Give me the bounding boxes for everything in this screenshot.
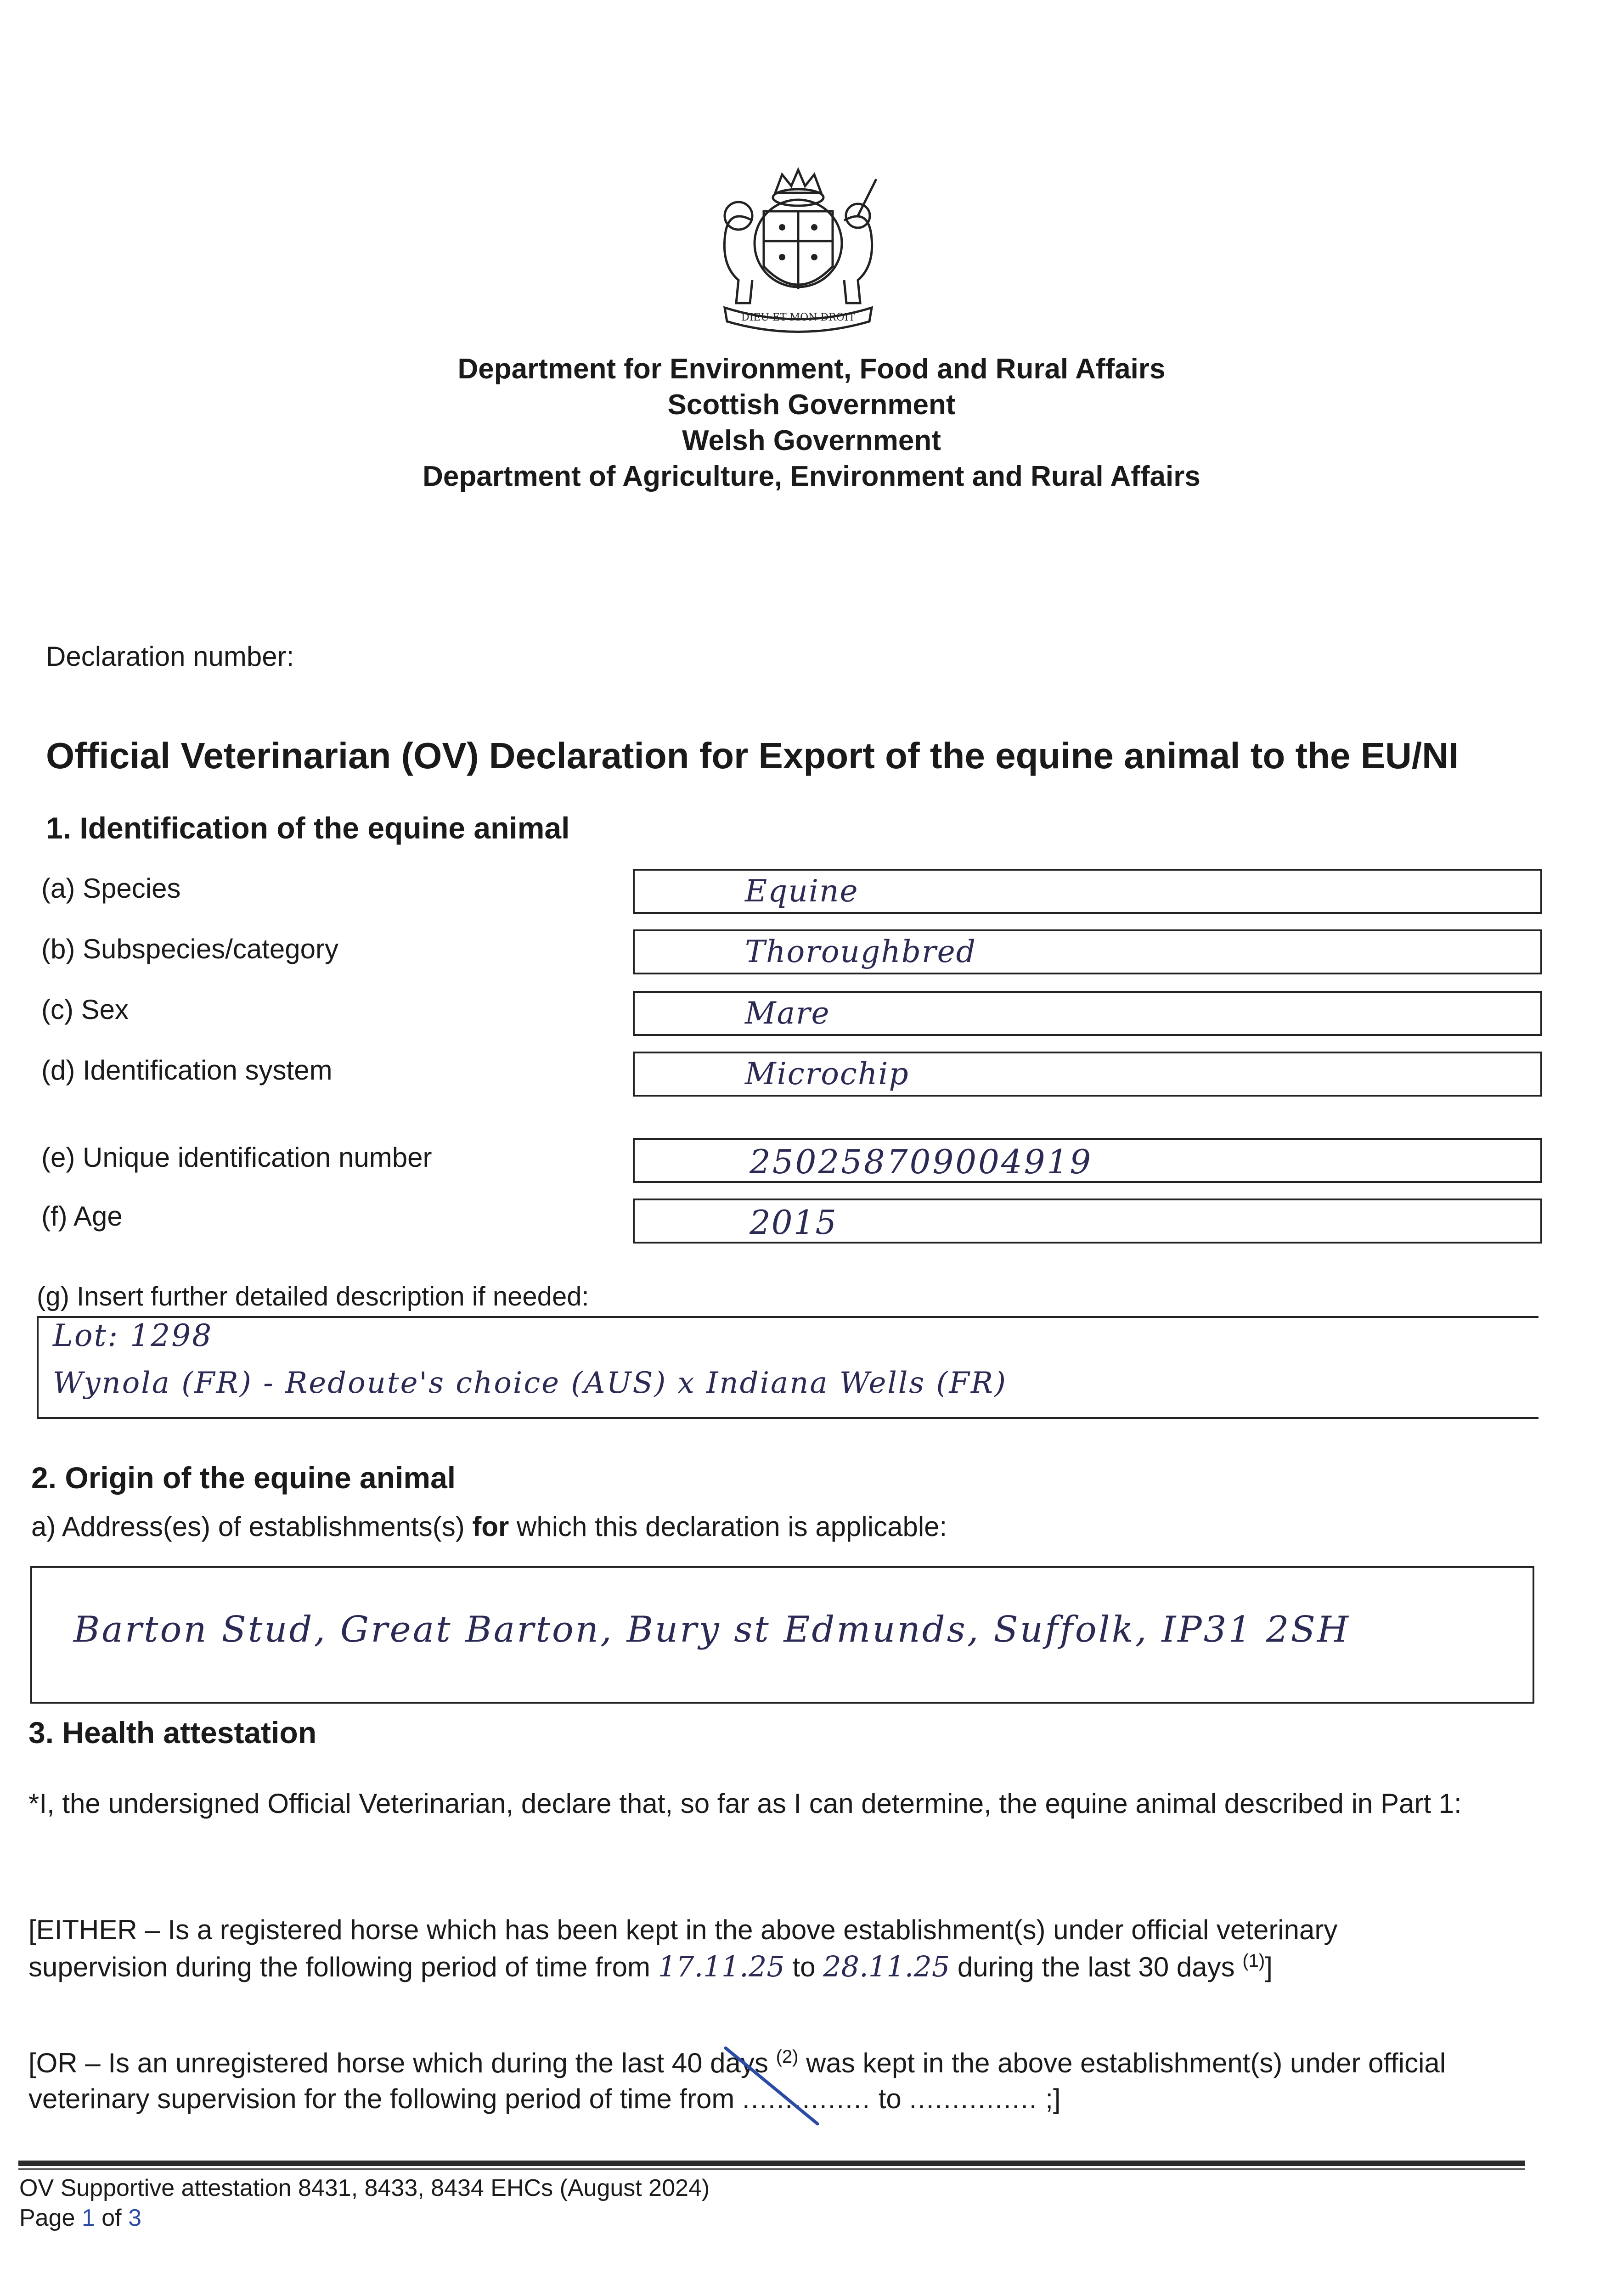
unique-id-value: 250258709004919	[750, 1142, 1093, 1181]
footer-reference: OV Supportive attestation 8431, 8433, 8434 EHCs (August 2024)	[19, 2175, 710, 2201]
species-value: Equine	[745, 873, 859, 909]
identification-system-value: Microchip	[745, 1056, 909, 1092]
page-of-label: of	[95, 2205, 129, 2231]
header-dept-3: Welsh Government	[682, 425, 941, 456]
sex-label: (c) Sex	[41, 994, 129, 1025]
either-clause-line2	[28, 1949, 1273, 1985]
or-clause-line2	[28, 2082, 1061, 2116]
subspecies-value: Thoroughbred	[745, 934, 976, 969]
further-description-label: (g) Insert further detailed description if needed:	[37, 1282, 589, 1311]
page-number: 1	[81, 2205, 95, 2231]
strike-through-mark	[716, 2039, 827, 2131]
declaration-number-label: Declaration number:	[46, 641, 294, 672]
footer-rule-thin	[18, 2168, 1525, 2170]
either-clause-line1: [EITHER – Is a registered horse which has been kept in the above establishment(s) under official veterinary	[28, 1914, 1338, 1945]
either-clause-text: supervision during the following period of time from	[28, 1952, 658, 1982]
lot-number-value: Lot: 1298	[53, 1318, 213, 1353]
footer-rule	[18, 2161, 1525, 2166]
address-label-part2: which this declaration is applicable:	[509, 1511, 947, 1542]
either-to-label: to	[784, 1952, 823, 1982]
sex-value: Mare	[745, 996, 830, 1031]
footnote-1-ref: (1)	[1242, 1951, 1265, 1971]
identification-system-field[interactable]	[633, 1052, 1542, 1097]
subspecies-field[interactable]	[633, 929, 1542, 974]
header-dept-2: Scottish Government	[667, 389, 956, 421]
either-close-bracket: ]	[1265, 1952, 1273, 1982]
page-total: 3	[128, 2205, 141, 2231]
page-title: Official Veterinarian (OV) Declaration for Export of the equine animal to the EU/NI	[46, 735, 1459, 776]
footnote-2-ref: (2)	[776, 2047, 799, 2067]
age-field[interactable]	[633, 1199, 1542, 1244]
establishment-address-label	[31, 1511, 947, 1542]
either-period-text: during the last 30 days	[950, 1952, 1243, 1982]
header-dept-4: Department of Agriculture, Environment and Rural Affairs	[423, 461, 1200, 492]
either-to-date: 28.11.25	[823, 1950, 950, 1983]
section2-title: 2. Origin of the equine animal	[31, 1461, 456, 1495]
or-clause-text-2: was kept in the above establishment(s) under official	[798, 2048, 1446, 2078]
unique-id-label: (e) Unique identification number	[41, 1142, 432, 1173]
address-label-bold: for	[472, 1511, 509, 1542]
or-to-blank: ...............	[909, 2083, 1038, 2114]
pedigree-value: Wynola (FR) - Redoute's choice (AUS) x Indiana Wells (FR)	[53, 1366, 1007, 1400]
header-dept-1: Department for Environment, Food and Rural Affairs	[457, 353, 1166, 385]
section1-title: 1. Identification of the equine animal	[46, 811, 570, 845]
subspecies-label: (b) Subspecies/category	[41, 934, 338, 964]
species-field[interactable]	[633, 869, 1542, 914]
page-indicator	[19, 2204, 141, 2232]
royal-coat-of-arms-logo	[683, 165, 913, 340]
establishment-address-value: Barton Stud, Great Barton, Bury st Edmunds, Suffolk, IP31 2SH	[73, 1609, 1350, 1650]
age-label: (f) Age	[41, 1201, 123, 1232]
either-from-date: 17.11.25	[658, 1950, 785, 1983]
health-attestation-intro: *I, the undersigned Official Veterinarian, declare that, so far as I can determine, the equine animal described in Part 1:	[28, 1788, 1462, 1819]
or-from-blank: ...............	[742, 2083, 871, 2114]
unique-id-field[interactable]	[633, 1138, 1542, 1183]
or-clause-text: [OR – Is an unregistered horse which during the last 40 days	[28, 2048, 776, 2078]
age-value: 2015	[750, 1203, 838, 1242]
or-clause-line2-text: veterinary supervision for the following period of time from	[28, 2083, 743, 2114]
address-label-part1: a) Address(es) of establishments(s)	[31, 1511, 473, 1542]
or-clause-end: ;]	[1037, 2083, 1061, 2114]
establishment-address-field[interactable]	[30, 1566, 1534, 1704]
section3-title: 3. Health attestation	[28, 1716, 317, 1750]
or-to-label: to	[871, 2083, 909, 2114]
crest-motto: DIEU ET MON DROIT	[741, 312, 856, 323]
sex-field[interactable]	[633, 991, 1542, 1036]
page-label: Page	[19, 2205, 82, 2231]
identification-system-label: (d) Identification system	[41, 1055, 332, 1086]
species-label: (a) Species	[41, 873, 181, 904]
